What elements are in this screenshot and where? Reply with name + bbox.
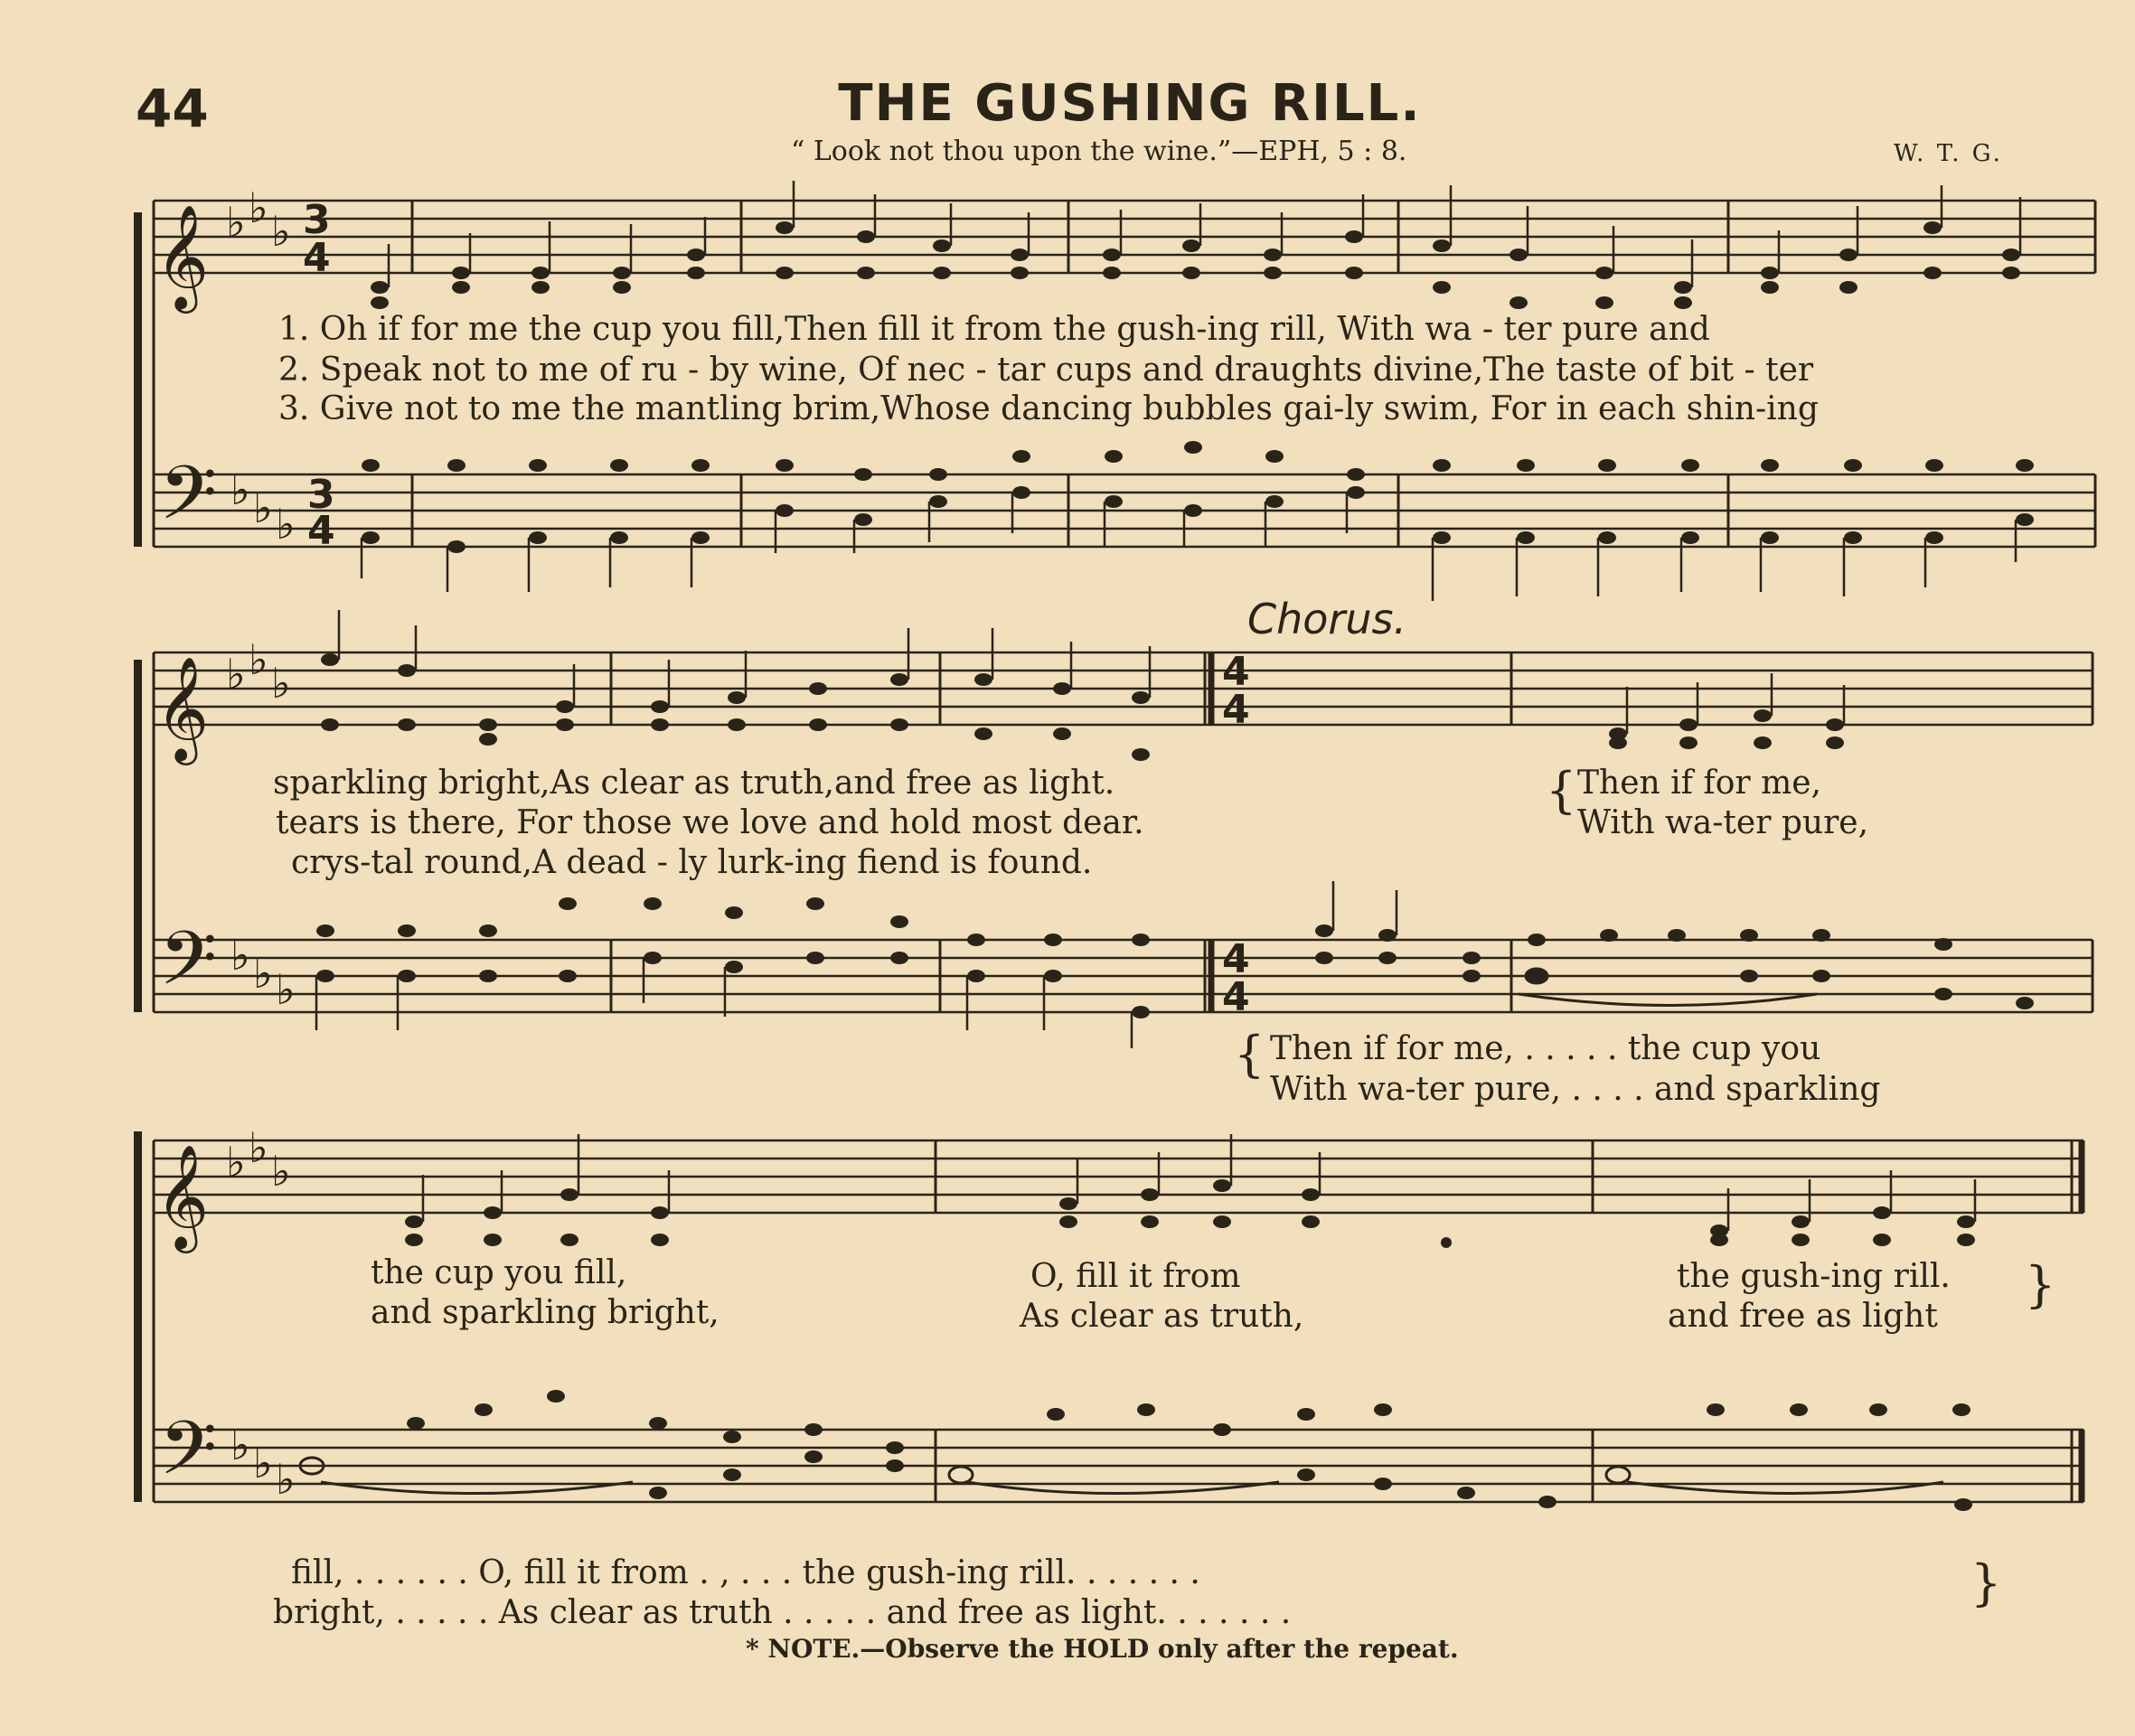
flat-icon: ♭	[230, 1421, 250, 1469]
lyric-brace: {	[1546, 762, 1577, 819]
flat-icon: ♭	[253, 949, 273, 998]
chorus-treble-b-line-1: O, fill it from	[1030, 1258, 1241, 1295]
system-3-treble-notes	[405, 1134, 1975, 1248]
chorus-treble-c-line-1: the gush-ing rill.	[1677, 1258, 1951, 1295]
treble-clef-icon: 𝄞	[155, 1143, 210, 1249]
flat-icon: ♭	[271, 1147, 291, 1196]
chorus-treble-b-line-2: As clear as truth,	[1020, 1298, 1304, 1335]
bass-clef-icon: 𝄢	[159, 915, 218, 1020]
system-2-bass-notes	[316, 881, 2034, 1048]
verse-3-line: crys-tal round,A dead - ly lurk-ing fiend is found.	[291, 844, 1093, 881]
verse-1-line: 1. Oh if for me the cup you fill,Then fill it from the gush-ing rill, With wa - ter pure and	[278, 311, 1710, 348]
verse-3-line: 3. Give not to me the mantling brim,Whose dancing bubbles gai-ly swim, For in each shin-ing	[278, 390, 1819, 427]
time-signature-bottom: 4	[1222, 687, 1250, 733]
system-2-treble-notes	[321, 610, 1844, 761]
time-signature-top: 4	[1222, 649, 1250, 695]
treble-clef-icon: 𝄞	[155, 655, 210, 761]
page-number: 44	[136, 78, 209, 139]
system-2-bass-staff	[154, 940, 2093, 1012]
scripture-epigraph: “ Look not thou upon the wine.”—EPH, 5 : 8.	[791, 136, 1407, 167]
flat-icon: ♭	[249, 1123, 268, 1172]
flat-icon: ♭	[226, 650, 246, 699]
system-2-treble-staff	[154, 652, 2093, 725]
footnote: * NOTE.—Observe the HOLD only after the repeat.	[746, 1634, 1459, 1664]
verse-2-line: 2. Speak not to me of ru - by wine, Of nec - tar cups and draughts divine,The taste of bit - ter	[278, 352, 1814, 389]
system-1-bracket	[134, 212, 142, 547]
chorus-treble-a-line-2: and sparkling bright,	[371, 1294, 720, 1331]
flat-icon: ♭	[249, 635, 268, 684]
chorus-bass-line-1: Then if for me, . . . . . the cup you	[1270, 1030, 1821, 1067]
chorus-treble-line-1: Then if for me,	[1577, 765, 1821, 802]
song-title: THE GUSHING RILL.	[838, 74, 1422, 133]
system-3-bracket	[134, 1131, 142, 1502]
bass-clef-icon: 𝄢	[159, 1404, 218, 1510]
author-initials: W. T. G.	[1894, 140, 2003, 167]
flat-icon: ♭	[276, 1455, 296, 1504]
lyric-brace: }	[1970, 1554, 2002, 1611]
chorus-treble-line-2: With wa-ter pure,	[1577, 804, 1869, 841]
time-signature-bottom: 4	[307, 508, 335, 554]
system-1-bass-notes	[362, 441, 2034, 601]
lyric-brace: {	[1234, 1026, 1265, 1083]
time-signature-bottom: 4	[303, 235, 331, 281]
system-3-treble-staff	[154, 1140, 2083, 1213]
chorus-treble-c-line-2: and free as light	[1668, 1298, 1938, 1335]
treble-clef-icon: 𝄞	[155, 203, 210, 309]
flat-icon: ♭	[276, 500, 296, 549]
system-3-bass-staff	[154, 1430, 2083, 1502]
flat-icon: ♭	[253, 1439, 273, 1487]
lyric-brace: }	[2025, 1256, 2056, 1313]
system-3-bass-notes	[300, 1390, 1972, 1511]
flat-icon: ♭	[226, 198, 246, 247]
bass-clef-icon: 𝄢	[159, 449, 218, 555]
system-2-bracket	[134, 660, 142, 1012]
verse-2-line: tears is there, For those we love and hold most dear.	[276, 804, 1144, 841]
chorus-treble-a-line-1: the cup you fill,	[371, 1254, 627, 1291]
flat-icon: ♭	[249, 183, 268, 232]
time-signature-top: 3	[307, 472, 335, 518]
flat-icon: ♭	[230, 465, 250, 514]
chorus-label: Chorus.	[1247, 595, 1407, 643]
time-signature-top: 3	[303, 197, 331, 243]
flat-icon: ♭	[226, 1138, 246, 1187]
system-1-bass-staff	[154, 474, 2095, 547]
chorus-bass-line-2: bright, . . . . . As clear as truth . . . . . and free as light. . . . . . .	[273, 1594, 1292, 1631]
flat-icon: ♭	[271, 659, 291, 708]
flat-icon: ♭	[276, 965, 296, 1014]
system-1-treble-staff	[154, 201, 2095, 273]
chorus-bass-line-2: With wa-ter pure, . . . . and sparkling	[1270, 1071, 1881, 1108]
chorus-bass-line-1: fill, . . . . . . O, fill it from . , . . . the gush-ing rill. . . . . . .	[291, 1554, 1200, 1591]
flat-icon: ♭	[271, 207, 291, 256]
time-signature-top: 4	[1222, 936, 1250, 982]
time-signature-bottom: 4	[1222, 974, 1250, 1020]
flat-icon: ♭	[253, 483, 273, 532]
verse-1-line: sparkling bright,As clear as truth,and free as light.	[273, 765, 1115, 802]
flat-icon: ♭	[230, 931, 250, 980]
